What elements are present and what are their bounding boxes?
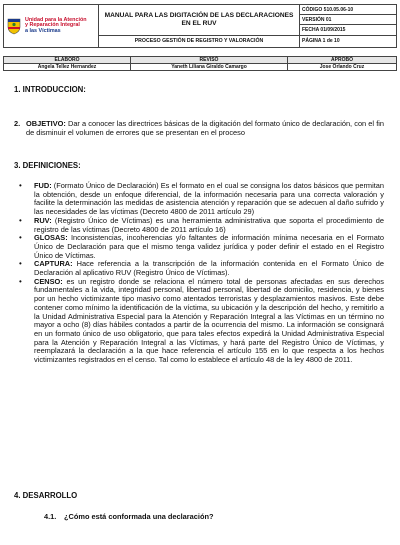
- definition-text: (Formato Único de Declaración) Es el formato en el cual se consigna los datos básicos que permitan la obtención, desde un enfoque diferencial, de la información necesaria para una correcta valoración y facilite la determinación las medidas de asistencia atención y reparación que se adecuen al daño sufrido y las necesidades de las víctimas (Decreto 4800 de 2011 artículo 29): [34, 181, 384, 217]
- document-header-table: [3, 4, 397, 48]
- sign-name-aprobo: Jose Orlando Cruz: [288, 64, 397, 71]
- bullet-icon: •: [19, 181, 22, 190]
- sign-name-elaboro: Angela Tellez Hernandez: [4, 64, 131, 71]
- logo-wordmark: [25, 18, 87, 35]
- definition-item-censo: [14, 278, 384, 365]
- section-objetivo-paragraph: [26, 120, 384, 137]
- sign-header-elaboro: ELABORÓ: [4, 57, 131, 64]
- definition-text: (Registro Único de Víctimas) es una herramienta administrativa que soporta el procedimiento de registro de las víctimas (Decreto 4800 de 2011 artículo 16): [34, 215, 384, 234]
- section-definiciones-heading: 3. DEFINICIONES:: [14, 161, 81, 170]
- logo-line-1-emph: Atención: [63, 16, 87, 23]
- document-code: CÓDIGO 510.05.06-10: [300, 5, 397, 15]
- definition-item-ruv: [14, 217, 384, 234]
- definition-term: CENSO:: [34, 276, 63, 286]
- definition-term: GLOSAS:: [34, 233, 68, 243]
- subsection-4-1-number: 4.1.: [44, 512, 57, 521]
- colombia-seal-icon: [6, 17, 22, 35]
- subsection-4-1-title: ¿Cómo está conformada una declaración?: [64, 512, 214, 521]
- page-number: PÁGINA 1 de 10: [300, 35, 397, 47]
- definition-item-fud: [14, 182, 384, 217]
- section-desarrollo-heading: 4. DESARROLLO: [14, 491, 78, 500]
- definition-item-captura: [14, 260, 384, 277]
- bullet-icon: •: [19, 233, 22, 243]
- sign-header-reviso: REVISÓ: [131, 57, 288, 64]
- process-name: PROCESO GESTIÓN DE REGISTRO Y VALORACIÓN: [99, 35, 300, 47]
- section-objetivo-number: 2.: [14, 119, 21, 128]
- definition-term: CAPTURA:: [34, 259, 73, 269]
- definition-text: Hace referencia a la transcripción de la información contenida en el Formato Único de Declaración al aplicativo RUV (Registro Único de Víctimas).: [34, 259, 384, 278]
- subsection-4-1-heading: [44, 513, 214, 522]
- logo-cell: [4, 5, 99, 48]
- sign-header-aprobo: APROBÓ: [288, 57, 397, 64]
- sign-name-reviso: Yaneth Liliana Giraldo Camargo: [131, 64, 288, 71]
- signature-table: [3, 56, 397, 71]
- document-title: MANUAL PARA LAS DIGITACIÓN DE LAS DECLARACIONES EN EL RUV: [99, 5, 300, 36]
- definition-term: FUD:: [34, 181, 52, 190]
- definition-term: RUV:: [34, 215, 52, 225]
- section-objetivo-text: Dar a conocer las directrices básicas de la digitación del formato único de declaración, con el fin de disminuir el volumen de errores que se presentan en el proceso: [26, 119, 384, 137]
- unidad-victimas-logo: [6, 17, 96, 35]
- section-introduccion-heading: 1. INTRODUCCION:: [14, 85, 86, 94]
- logo-line-3: a las Víctimas: [25, 27, 61, 34]
- definition-text: es un registro donde se relaciona el número total de personas afectadas en sus derechos fundamentales a la vida, integridad personal, libertad personal, libertad de domicilio, residencia, y bienes por un hecho victimizante tipo masivo como atentados terroristas y desplazamientos masivos. Este debe contener como mínimo la identificación de la víctima, su ubicación y la descripción del hecho, y remitirlo a la Unidad Administrativa Especial para la Atención y Reparación Integral a las Víctimas en un término no mayor a ocho (8) días hábiles contados a partir de la ocurrencia del mismo. La información se consignará en un formato único de uso obligatorio, que para tales efectos expedirá la Unidad Administrativa Especial para la Atención y Reparación Integral a las Víctimas, y hará parte del Registro Único de Víctimas, y reemplazará la declaración a la que hace referencia el artículo 155 en lo que respecta a los hechos victimizantes registrados en el censo. Tal como lo establece el artículo 48 de la ley 4800 de 2011.: [34, 276, 384, 365]
- bullet-icon: •: [19, 259, 22, 269]
- bullet-icon: •: [19, 215, 22, 225]
- document-date: FECHA 01/09/2015: [300, 25, 397, 35]
- definition-item-glosas: [14, 234, 384, 260]
- definition-text: Inconsistencias, incoherencias y/o faltantes de información mínima necesaria en el Formato Único de Declaración para que el mismo tenga validez jurídica y poder definir el estado en el Registro Único de Víctimas.: [34, 233, 384, 260]
- section-objetivo: [14, 120, 384, 137]
- section-objetivo-label: OBJETIVO:: [26, 119, 66, 128]
- logo-line-1: Unidad para la: [25, 16, 63, 23]
- bullet-icon: •: [19, 276, 22, 286]
- document-version: VERSIÓN 01: [300, 15, 397, 25]
- definitions-list: [14, 182, 384, 365]
- logo-line-2: y Reparación Integral: [25, 22, 80, 29]
